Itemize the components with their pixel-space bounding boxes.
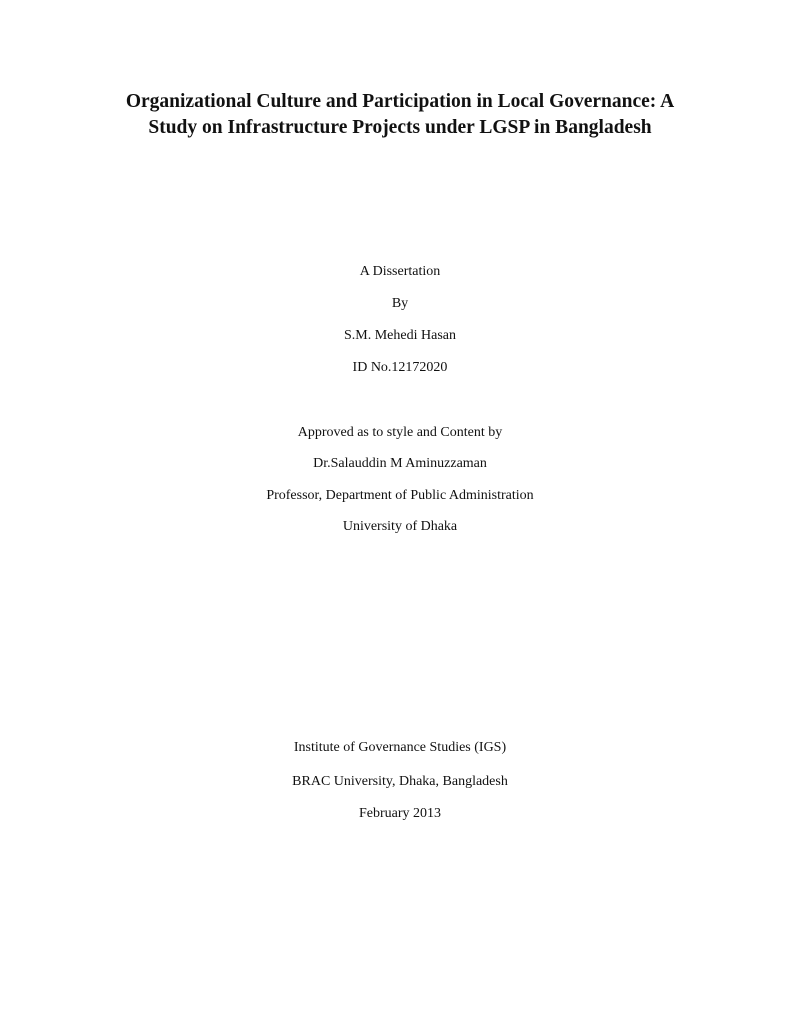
author-name: S.M. Mehedi Hasan (344, 328, 456, 343)
supervisor-name: Dr.Salauddin M Aminuzzaman (313, 456, 487, 471)
approval-statement: Approved as to style and Content by (297, 425, 503, 440)
institute-name: Institute of Governance Studies (IGS) (293, 740, 507, 755)
submission-date: February 2013 (358, 806, 442, 821)
author-id: ID No.12172020 (352, 360, 448, 375)
by-label: By (391, 296, 409, 311)
document-type: A Dissertation (359, 264, 441, 279)
supervisor-university: University of Dhaka (342, 519, 458, 534)
institution-location: BRAC University, Dhaka, Bangladesh (292, 774, 508, 789)
title-line-1: Organizational Culture and Participation in Local Governance: A (125, 91, 675, 112)
title-line-2: Study on Infrastructure Projects under LGSP in Bangladesh (148, 117, 652, 138)
supervisor-position: Professor, Department of Public Administration (266, 488, 534, 503)
